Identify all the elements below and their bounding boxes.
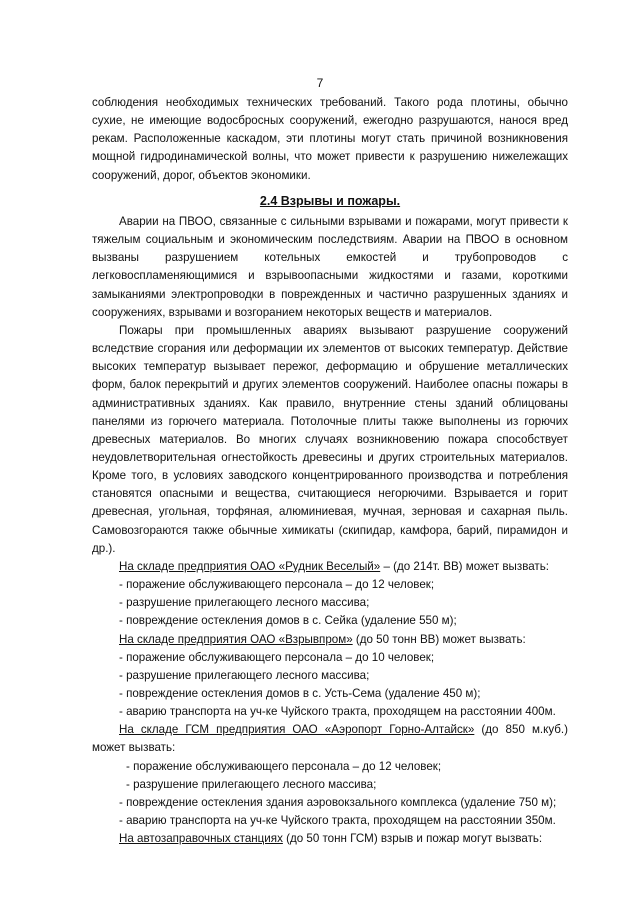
site-name: На складе предприятия ОАО «Взрывпром» [119,632,353,646]
site-items-1 [92,576,568,630]
list-item: - аварию транспорта на уч-ке Чуйского тракта, проходящем на расстоянии 350м. [119,814,556,828]
list-item: - поражение обслуживающего персонала – до 12 человек; [119,578,435,592]
list-item: - повреждение остекления домов в с. Усть-Сема (удаление 450 м); [119,687,481,700]
list-item: - разрушение прилегающего лесного массива; [126,777,377,791]
body-paragraph-1: Аварии на ПВОО, связанные с сильными взрывами и пожарами, могут привести к тяжелым социальным и экономическим последствиям. Аварии на ПВОО в основном вызваны разрушением котельных емкостей и трубопроводов с легковоспламеняющимися и взрывоопасными жидкостями и газами, короткими замыканиями электропроводки в поврежденных и частично разрушенных зданиях и сооружениях, взрывами и возгоранием некоторых веществ и материалов. [92,214,568,319]
site-rest: – (до 214т. ВВ) может вызвать: [380,559,550,573]
page-content [92,94,568,848]
site-name: На складе предприятия ОАО «Рудник Веселый» [119,559,381,573]
section-title: Взрывы и пожары. [280,193,401,208]
site-heading-2 [92,631,568,649]
list-item: - поражение обслуживающего персонала – до 12 человек; [126,759,442,773]
site-name: На автозаправочных станциях [119,832,283,846]
site-items-3 [92,758,568,831]
list-item: - поражение обслуживающего персонала – до 10 человек; [119,650,435,664]
site-heading-3 [92,721,568,757]
site-rest: (до 50 тонн ВВ) может вызвать: [352,632,526,646]
site-name: На складе ГСМ предприятия ОАО «Аэропорт Горно-Алтайск» [119,723,475,737]
site-heading-4 [92,830,568,848]
page-number: 7 [316,76,324,90]
site-heading-1 [92,558,568,576]
site-rest: (до 50 тонн ГСМ) взрыв и пожар могут вызвать: [282,832,543,846]
body-paragraph-2: Пожары при промышленных авариях вызывают разрушение сооружений вследствие сгорания или деформации их элементов от высоких температур. Действие высоких температур вызывает пережог, деформацию и обрушение металлических форм, балок перекрытий и других элементов сооружений. Наиболее опасны пожары в административных зданиях. Как правило, внутренние стены зданий облицованы панелями из горючего материала. Потолочные плиты также выполнены из горючих древесных материалов. Во многих случаях возникновению пожара способствует неудовлетворительная огнестойкость древесины и других строительных материалов. Кроме того, в условиях заводского концентрированного производства и потребления становятся опасными и вещества, считающиеся негорючими. Взрывается и горит древесная, угольная, торфяная, алюминиевая, мучная, зерновая и сахарная пыль. Самовозгораются также обычные химикаты (скипидар, камфора, барий, пирамидон и др.). [92,323,568,555]
list-item: - повреждение остекления здания аэровокзального комплекса (удаление 750 м); [119,795,557,809]
list-item: - аварию транспорта на уч-ке Чуйского тракта, проходящем на расстоянии 400м. [119,705,556,719]
list-item: - разрушение прилегающего лесного массива; [119,668,370,682]
site-rest: (до 850 м.куб.) может вызвать: [92,723,568,755]
list-item: - разрушение прилегающего лесного массива; [119,596,370,610]
intro-paragraph: соблюдения необходимых технических требований. Такого рода плотины, обычно сухие, не имеющие водосбросных сооружений, ежегодно разрушаются, нанося вред рекам. Расположенные каскадом, эти плотины могут стать причиной возникновения мощной гидродинамической волны, что может привести к разрушению нижележащих сооружений, дорог, объектов экономики. [92,96,568,182]
section-number: 2.4 [259,193,278,208]
section-heading [92,192,568,210]
list-item: - повреждение остекления домов в с. Сейка (удаление 550 м); [119,614,457,628]
site-items-2 [92,649,568,722]
